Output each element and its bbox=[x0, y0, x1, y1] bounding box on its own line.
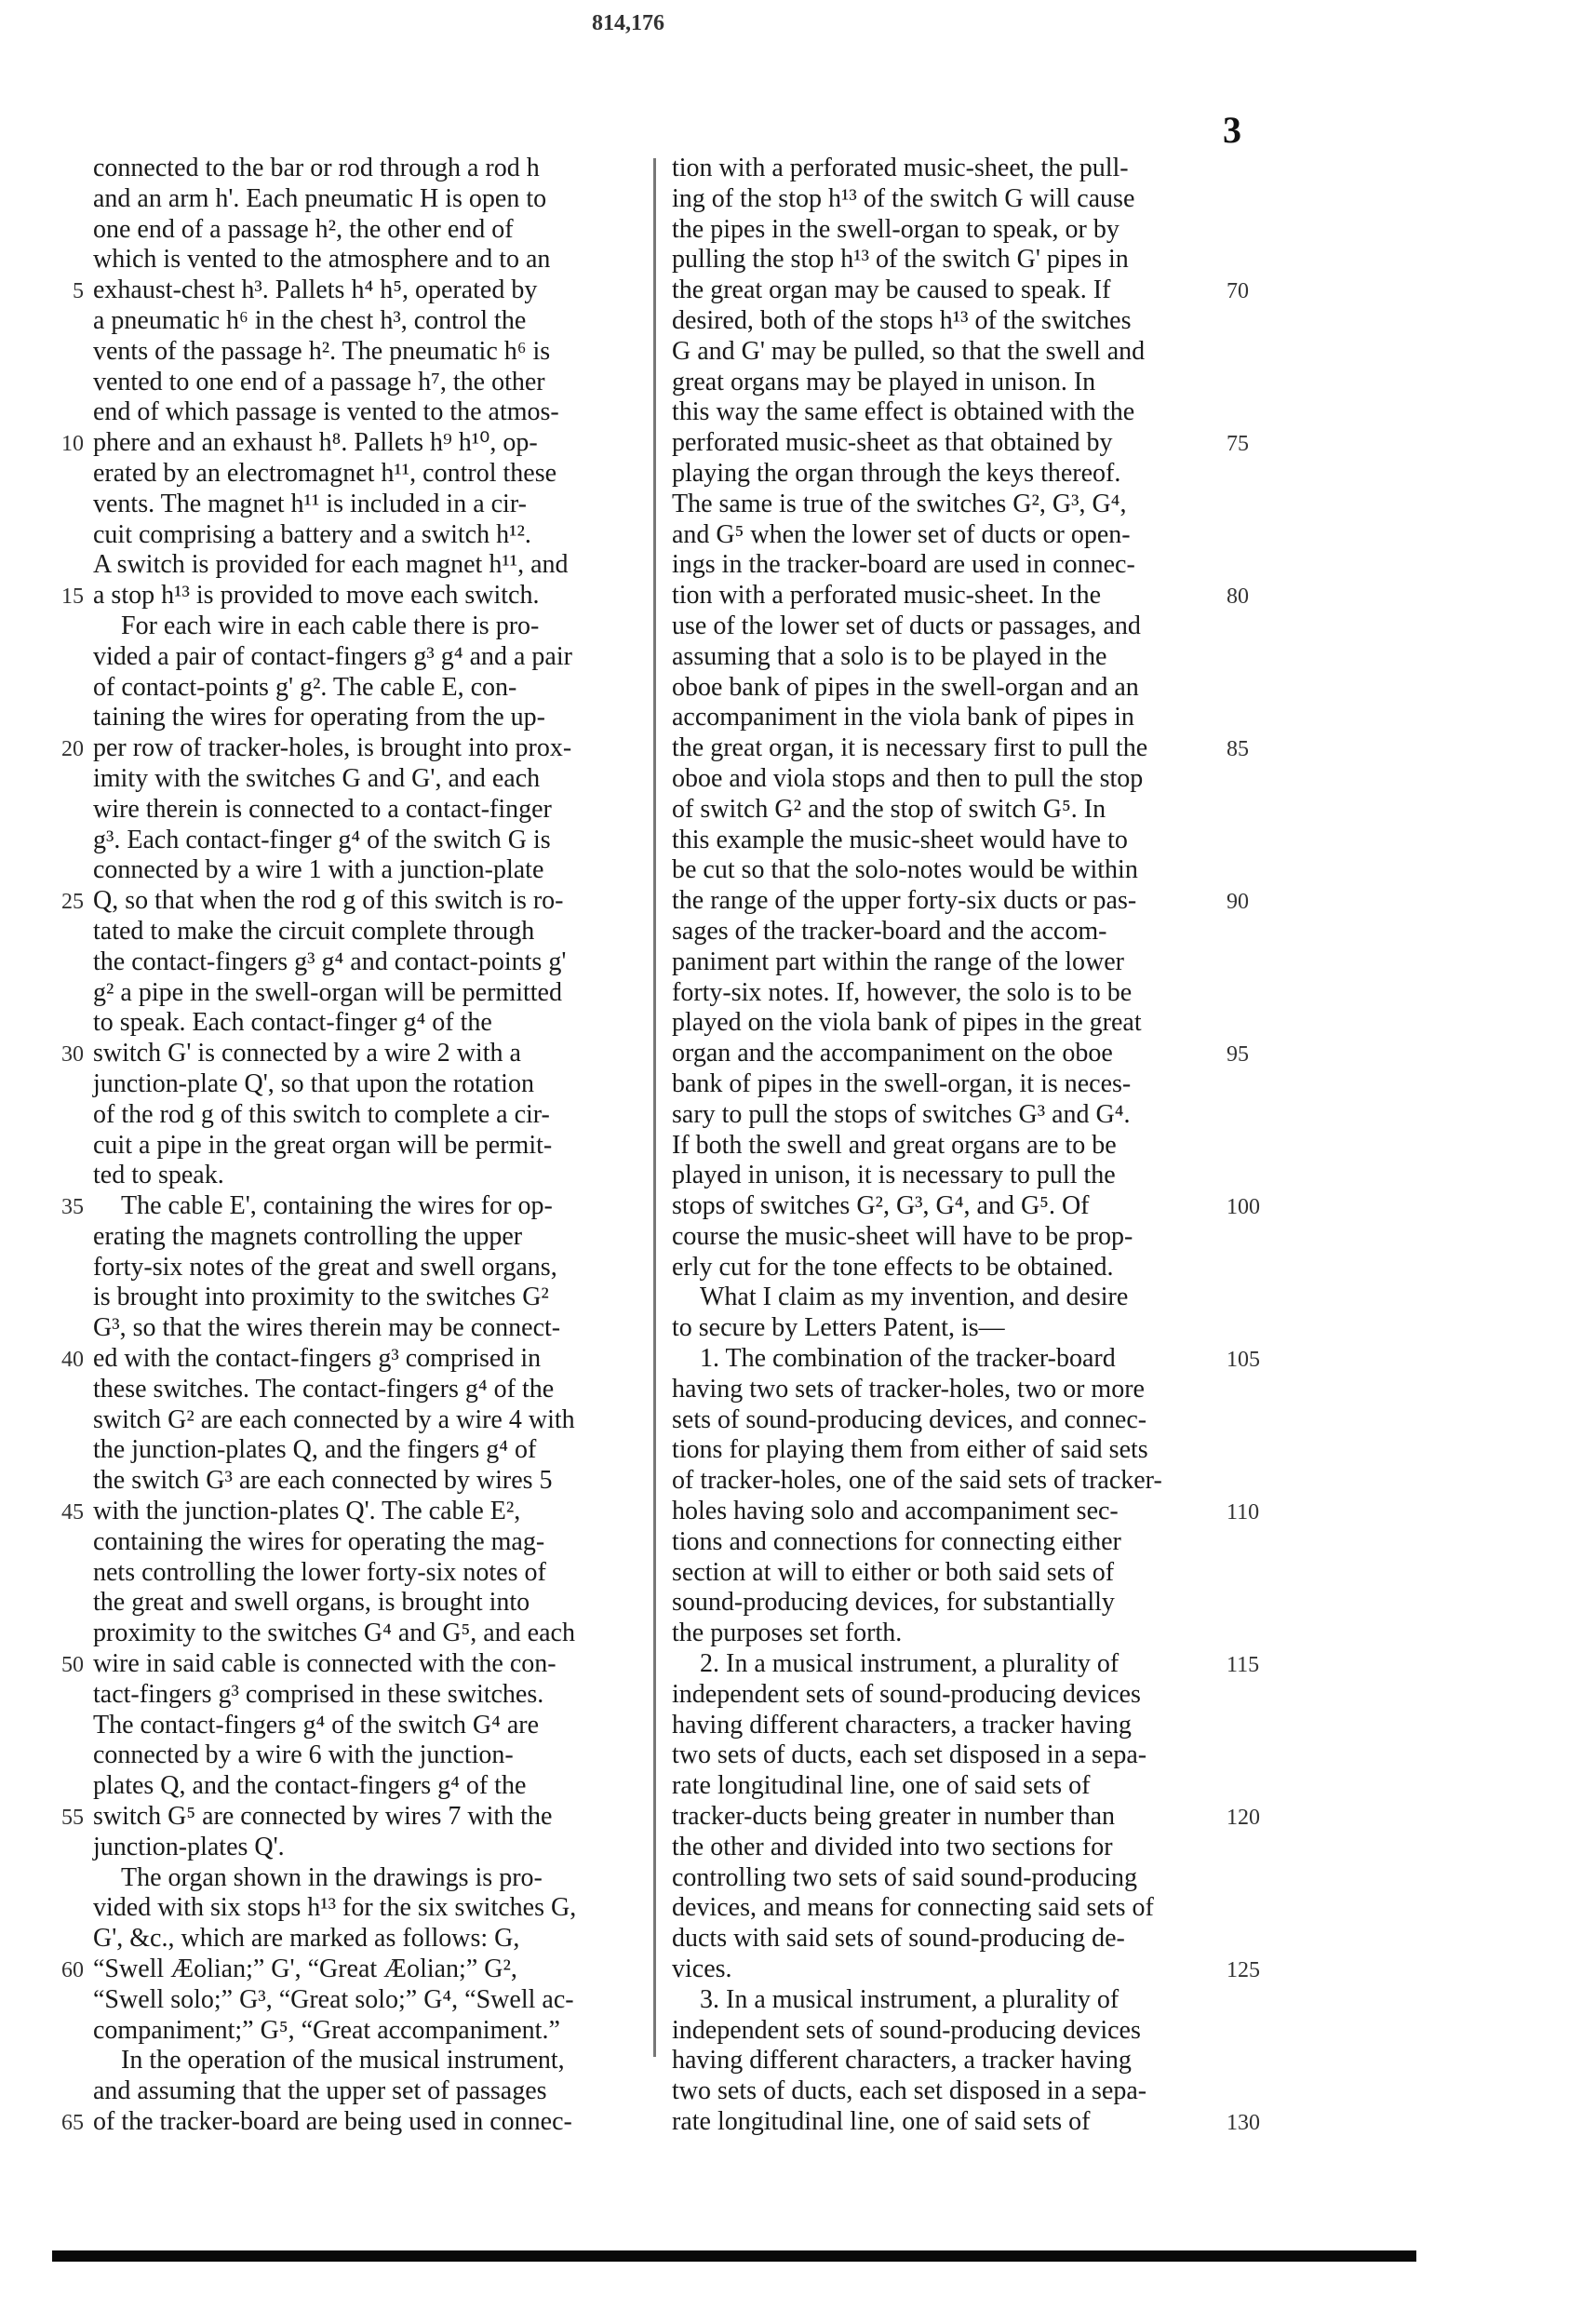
text-line: end of which passage is vented to the atmos- bbox=[93, 397, 559, 427]
text-line: rate longitudinal line, one of said sets of bbox=[672, 2107, 1091, 2136]
text-line: tracker-ducts being greater in number than bbox=[672, 1802, 1116, 1832]
text-line: Q, so that when the rod g of this switch is ro- bbox=[93, 886, 564, 916]
text-line: section at will to either or both said sets of bbox=[672, 1557, 1115, 1587]
text-line: ted to speak. bbox=[93, 1161, 224, 1190]
line-number: 35 bbox=[61, 1195, 84, 1220]
text-line: having different characters, a tracker having bbox=[672, 1710, 1132, 1740]
text-line: accompaniment in the viola bank of pipes in bbox=[672, 703, 1134, 732]
text-line: exhaust-chest h³. Pallets h⁴ h⁵, operated by bbox=[93, 275, 538, 305]
line-number: 75 bbox=[1227, 432, 1249, 457]
text-line: sets of sound-producing devices, and connec- bbox=[672, 1404, 1147, 1434]
text-line: the switch G³ are each connected by wires 5 bbox=[93, 1466, 553, 1496]
text-line: and an arm h'. Each pneumatic H is open to bbox=[93, 183, 547, 213]
text-line: erly cut for the tone effects to be obtained. bbox=[672, 1252, 1114, 1282]
line-number: 10 bbox=[61, 432, 84, 457]
text-line: use of the lower set of ducts or passages, and bbox=[672, 611, 1141, 640]
text-line: g³. Each contact-finger g⁴ of the switch G is bbox=[93, 825, 551, 854]
text-line: the pipes in the swell-organ to speak, or by bbox=[672, 214, 1119, 244]
text-line: For each wire in each cable there is pro- bbox=[121, 611, 540, 640]
text-line: the great organ, it is necessary first to pull the bbox=[672, 733, 1148, 763]
line-number: 45 bbox=[61, 1500, 84, 1525]
left-text-column bbox=[93, 154, 633, 2138]
text-line: vided with six stops h¹³ for the six switches G, bbox=[93, 1893, 577, 1923]
text-line: junction-plates Q'. bbox=[93, 1832, 285, 1861]
line-number: 15 bbox=[61, 584, 84, 610]
right-text-column bbox=[672, 154, 1219, 2138]
line-number: 100 bbox=[1227, 1195, 1260, 1220]
line-number: 95 bbox=[1227, 1042, 1249, 1068]
text-line: the purposes set forth. bbox=[672, 1619, 903, 1648]
text-line: vices. bbox=[672, 1955, 732, 1984]
text-line: phere and an exhaust h⁸. Pallets h⁹ h¹⁰, op- bbox=[93, 428, 538, 458]
text-line: a stop h¹³ is provided to move each switch. bbox=[93, 581, 540, 611]
text-line: G', &c., which are marked as follows: G, bbox=[93, 1924, 520, 1954]
text-line: connected to the bar or rod through a rod h bbox=[93, 154, 540, 182]
text-line: 1. The combination of the tracker-board bbox=[700, 1344, 1116, 1374]
text-line: tions for playing them from either of said sets bbox=[672, 1435, 1148, 1465]
text-line: great organs may be played in unison. In bbox=[672, 367, 1096, 396]
text-line: vented to one end of a passage h⁷, the other bbox=[93, 367, 545, 396]
text-line: these switches. The contact-fingers g⁴ of the bbox=[93, 1374, 555, 1404]
text-line: this way the same effect is obtained with the bbox=[672, 397, 1135, 427]
text-line: bank of pipes in the swell-organ, it is neces- bbox=[672, 1068, 1132, 1098]
text-line: vents. The magnet h¹¹ is included in a cir- bbox=[93, 489, 527, 518]
text-line: per row of tracker-holes, is brought into prox- bbox=[93, 733, 572, 763]
text-line: be cut so that the solo-notes would be within bbox=[672, 855, 1138, 885]
text-line: controlling two sets of said sound-producing bbox=[672, 1862, 1138, 1892]
text-line: with the junction-plates Q'. The cable E², bbox=[93, 1497, 521, 1526]
text-line: the other and divided into two sections for bbox=[672, 1832, 1113, 1861]
text-line: tact-fingers g³ comprised in these switches. bbox=[93, 1679, 544, 1709]
text-line: The same is true of the switches G², G³, G⁴, bbox=[672, 489, 1127, 518]
text-line: wire therein is connected to a contact-finger bbox=[93, 794, 552, 824]
text-line: proximity to the switches G⁴ and G⁵, and each bbox=[93, 1619, 575, 1648]
text-line: desired, both of the stops h¹³ of the switches bbox=[672, 305, 1132, 335]
text-line: The organ shown in the drawings is pro- bbox=[121, 1862, 543, 1892]
text-line: and G⁵ when the lower set of ducts or open- bbox=[672, 519, 1131, 549]
text-line: ed with the contact-fingers g³ comprised in bbox=[93, 1344, 542, 1374]
line-number: 30 bbox=[61, 1042, 84, 1068]
text-line: and assuming that the upper set of passages bbox=[93, 2076, 547, 2106]
line-number: 80 bbox=[1227, 584, 1249, 610]
text-line: vided a pair of contact-fingers g³ g⁴ and a pair bbox=[93, 641, 572, 671]
text-line: the junction-plates Q, and the fingers g⁴ of bbox=[93, 1435, 537, 1465]
text-line: tion with a perforated music-sheet. In the bbox=[672, 581, 1102, 611]
text-line: switch G² are each connected by a wire 4 with bbox=[93, 1404, 575, 1434]
text-line: taining the wires for operating from the up- bbox=[93, 703, 545, 732]
line-number: 130 bbox=[1227, 2111, 1260, 2136]
text-line: switch G' is connected by a wire 2 with a bbox=[93, 1039, 521, 1068]
text-line: containing the wires for operating the mag- bbox=[93, 1526, 545, 1556]
line-number: 110 bbox=[1227, 1500, 1260, 1525]
line-number: 55 bbox=[61, 1806, 84, 1831]
text-line: The contact-fingers g⁴ of the switch G⁴ are bbox=[93, 1710, 540, 1740]
text-line: “Swell Æolian;” G', “Great Æolian;” G², bbox=[93, 1955, 517, 1984]
text-line: paniment part within the range of the lower bbox=[672, 947, 1124, 976]
line-number: 65 bbox=[61, 2111, 84, 2136]
line-number: 25 bbox=[61, 890, 84, 915]
text-line: assuming that a solo is to be played in the bbox=[672, 641, 1107, 671]
text-line: tion with a perforated music-sheet, the pull- bbox=[672, 154, 1129, 182]
text-line: the great organ may be caused to speak. If bbox=[672, 275, 1111, 305]
text-line: one end of a passage h², the other end of bbox=[93, 214, 514, 244]
text-line: of the tracker-board are being used in connec- bbox=[93, 2107, 572, 2136]
text-line: played in unison, it is necessary to pull the bbox=[672, 1161, 1116, 1190]
text-line: pulling the stop h¹³ of the switch G' pipes in bbox=[672, 245, 1129, 275]
text-line: In the operation of the musical instrument, bbox=[121, 2046, 565, 2075]
line-number: 105 bbox=[1227, 1348, 1260, 1373]
text-line: perforated music-sheet as that obtained by bbox=[672, 428, 1113, 458]
text-line: this example the music-sheet would have to bbox=[672, 825, 1128, 854]
text-line: independent sets of sound-producing devices bbox=[672, 2015, 1141, 2045]
line-number: 40 bbox=[61, 1348, 84, 1373]
text-line: to speak. Each contact-finger g⁴ of the bbox=[93, 1008, 492, 1038]
line-number: 70 bbox=[1227, 279, 1249, 304]
text-line: plates Q, and the contact-fingers g⁴ of the bbox=[93, 1771, 527, 1801]
text-line: which is vented to the atmosphere and to an bbox=[93, 245, 551, 275]
text-line: 3. In a musical instrument, a plurality of bbox=[700, 1984, 1119, 2014]
text-line: 2. In a musical instrument, a plurality of bbox=[700, 1649, 1119, 1679]
text-line: of tracker-holes, one of the said sets of tracker- bbox=[672, 1466, 1162, 1496]
text-line: having two sets of tracker-holes, two or more bbox=[672, 1374, 1145, 1404]
text-line: A switch is provided for each magnet h¹¹, and bbox=[93, 550, 569, 580]
text-line: cuit comprising a battery and a switch h¹². bbox=[93, 519, 531, 549]
patent-number: 814,176 bbox=[592, 11, 664, 35]
text-line: played on the viola bank of pipes in the great bbox=[672, 1008, 1142, 1038]
line-number: 115 bbox=[1227, 1653, 1260, 1678]
text-line: What I claim as my invention, and desire bbox=[700, 1283, 1129, 1312]
text-line: of contact-points g' g². The cable E, con- bbox=[93, 672, 517, 702]
text-line: the contact-fingers g³ g⁴ and contact-points g' bbox=[93, 947, 567, 976]
line-number: 85 bbox=[1227, 737, 1249, 762]
line-number: 50 bbox=[61, 1653, 84, 1678]
text-line: sound-producing devices, for substantially bbox=[672, 1588, 1115, 1618]
text-line: playing the organ through the keys thereof. bbox=[672, 458, 1121, 488]
text-line: a pneumatic h⁶ in the chest h³, control the bbox=[93, 305, 527, 335]
text-line: The cable E', containing the wires for op- bbox=[121, 1191, 553, 1221]
text-line: G³, so that the wires therein may be connect- bbox=[93, 1313, 561, 1343]
text-line: ings in the tracker-board are used in connec- bbox=[672, 550, 1135, 580]
text-line: G and G' may be pulled, so that the swell and bbox=[672, 336, 1146, 366]
text-line: independent sets of sound-producing devices bbox=[672, 1679, 1141, 1709]
text-line: junction-plate Q', so that upon the rotation bbox=[93, 1068, 534, 1098]
text-line: vents of the passage h². The pneumatic h⁶ is bbox=[93, 336, 551, 366]
text-line: tions and connections for connecting either bbox=[672, 1526, 1121, 1556]
text-line: is brought into proximity to the switches G² bbox=[93, 1283, 549, 1312]
text-line: holes having solo and accompaniment sec- bbox=[672, 1497, 1119, 1526]
bottom-rule bbox=[52, 2250, 1416, 2262]
text-line: rate longitudinal line, one of said sets of bbox=[672, 1771, 1091, 1801]
text-line: two sets of ducts, each set disposed in a sepa- bbox=[672, 1740, 1147, 1770]
text-line: devices, and means for connecting said sets of bbox=[672, 1893, 1154, 1923]
text-line: ducts with said sets of sound-producing de- bbox=[672, 1924, 1125, 1954]
text-line: oboe bank of pipes in the swell-organ and an bbox=[672, 672, 1139, 702]
text-line: having different characters, a tracker having bbox=[672, 2046, 1132, 2075]
text-line: the great and swell organs, is brought into bbox=[93, 1588, 530, 1618]
text-line: forty-six notes. If, however, the solo is to be bbox=[672, 977, 1133, 1007]
line-number: 120 bbox=[1227, 1806, 1260, 1831]
text-line: two sets of ducts, each set disposed in a sepa- bbox=[672, 2076, 1147, 2106]
line-number: 90 bbox=[1227, 890, 1249, 915]
text-line: of the rod g of this switch to complete a cir- bbox=[93, 1099, 550, 1129]
text-line: wire in said cable is connected with the con- bbox=[93, 1649, 556, 1679]
line-number: 5 bbox=[73, 279, 84, 304]
text-line: ing of the stop h¹³ of the switch G will cause bbox=[672, 183, 1135, 213]
text-line: “Swell solo;” G³, “Great solo;” G⁴, “Swell ac- bbox=[93, 1984, 574, 2014]
text-line: switch G⁵ are connected by wires 7 with the bbox=[93, 1802, 553, 1832]
text-line: If both the swell and great organs are to be bbox=[672, 1130, 1117, 1160]
text-line: forty-six notes of the great and swell organs, bbox=[93, 1252, 557, 1282]
text-line: companiment;” G⁵, “Great accompaniment.” bbox=[93, 2015, 560, 2045]
text-line: cuit a pipe in the great organ will be permit- bbox=[93, 1130, 553, 1160]
text-line: nets controlling the lower forty-six notes of bbox=[93, 1557, 546, 1587]
page-number: 3 bbox=[1223, 109, 1241, 151]
text-line: tated to make the circuit complete through bbox=[93, 916, 535, 946]
text-line: to secure by Letters Patent, is— bbox=[672, 1313, 1005, 1343]
column-divider bbox=[653, 158, 656, 2057]
text-line: erated by an electromagnet h¹¹, control these bbox=[93, 458, 557, 488]
text-line: oboe and viola stops and then to pull the stop bbox=[672, 763, 1144, 793]
line-number: 20 bbox=[61, 737, 84, 762]
text-line: g² a pipe in the swell-organ will be permitted bbox=[93, 977, 562, 1007]
text-line: sages of the tracker-board and the accom- bbox=[672, 916, 1107, 946]
text-line: connected by a wire 6 with the junction- bbox=[93, 1740, 514, 1770]
line-number: 60 bbox=[61, 1958, 84, 1983]
text-line: connected by a wire 1 with a junction-plate bbox=[93, 855, 544, 885]
text-line: imity with the switches G and G', and each bbox=[93, 763, 541, 793]
text-line: organ and the accompaniment on the oboe bbox=[672, 1039, 1113, 1068]
text-line: of switch G² and the stop of switch G⁵. In bbox=[672, 794, 1106, 824]
text-line: the range of the upper forty-six ducts or pas- bbox=[672, 886, 1137, 916]
text-line: course the music-sheet will have to be prop- bbox=[672, 1221, 1133, 1251]
text-line: erating the magnets controlling the upper bbox=[93, 1221, 523, 1251]
line-number: 125 bbox=[1227, 1958, 1260, 1983]
text-line: stops of switches G², G³, G⁴, and G⁵. Of bbox=[672, 1191, 1090, 1221]
text-line: sary to pull the stops of switches G³ and G⁴. bbox=[672, 1099, 1131, 1129]
